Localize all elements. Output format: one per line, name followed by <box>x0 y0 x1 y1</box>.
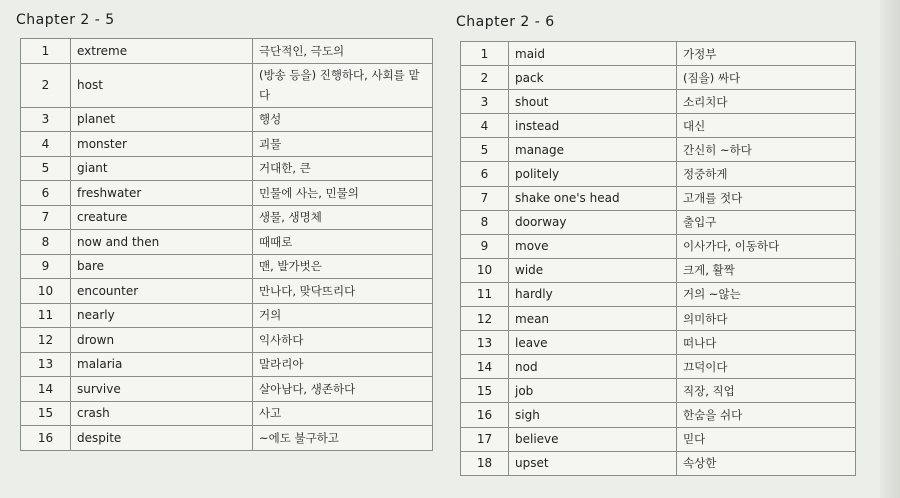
vocab-row <box>461 258 856 282</box>
entry-word: believe <box>509 427 677 451</box>
vocab-row <box>21 426 433 451</box>
vocab-row <box>461 282 856 306</box>
entry-meaning: 극단적인, 극도의 <box>253 39 433 64</box>
vocab-row <box>21 254 433 279</box>
entry-number: 2 <box>461 66 509 90</box>
entry-meaning: 만나다, 맞닥뜨리다 <box>253 279 433 304</box>
vocab-row <box>461 355 856 379</box>
entry-meaning: 가정부 <box>677 42 856 66</box>
entry-number: 1 <box>461 42 509 66</box>
vocab-row <box>461 331 856 355</box>
vocab-row <box>21 328 433 353</box>
entry-meaning: 사고 <box>253 401 433 426</box>
entry-meaning: 간신히 ~하다 <box>677 138 856 162</box>
entry-number: 1 <box>21 39 71 64</box>
entry-number: 16 <box>21 426 71 451</box>
entry-number: 6 <box>461 162 509 186</box>
entry-meaning: (방송 등을) 진행하다, 사회를 맡다 <box>253 63 433 107</box>
entry-meaning: 속상한 <box>677 451 856 475</box>
entry-word: nod <box>509 355 677 379</box>
entry-word: now and then <box>71 230 253 255</box>
vocab-row <box>21 303 433 328</box>
vocab-row <box>21 205 433 230</box>
entry-word: extreme <box>71 39 253 64</box>
vocab-row <box>21 107 433 132</box>
entry-number: 12 <box>461 307 509 331</box>
entry-number: 5 <box>21 156 71 181</box>
screen-edge <box>880 0 900 498</box>
entry-meaning: 정중하게 <box>677 162 856 186</box>
entry-word: creature <box>71 205 253 230</box>
entry-number: 12 <box>21 328 71 353</box>
entry-word: drown <box>71 328 253 353</box>
entry-number: 7 <box>21 205 71 230</box>
entry-number: 6 <box>21 181 71 206</box>
vocab-row <box>21 279 433 304</box>
entry-word: despite <box>71 426 253 451</box>
vocab-row <box>21 181 433 206</box>
entry-word: host <box>71 63 253 107</box>
vocab-row <box>21 230 433 255</box>
vocab-row <box>21 377 433 402</box>
entry-word: maid <box>509 42 677 66</box>
vocab-row <box>461 138 856 162</box>
entry-number: 11 <box>21 303 71 328</box>
entry-meaning: 대신 <box>677 114 856 138</box>
entry-number: 3 <box>21 107 71 132</box>
entry-meaning: 괴물 <box>253 132 433 157</box>
entry-word: move <box>509 234 677 258</box>
vocab-row <box>461 403 856 427</box>
vocab-row <box>461 186 856 210</box>
entry-meaning: 끄덕이다 <box>677 355 856 379</box>
entry-word: bare <box>71 254 253 279</box>
vocab-row <box>21 132 433 157</box>
entry-number: 10 <box>21 279 71 304</box>
entry-meaning: 크게, 활짝 <box>677 258 856 282</box>
entry-meaning: 소리치다 <box>677 90 856 114</box>
entry-number: 13 <box>21 352 71 377</box>
vocab-row <box>461 90 856 114</box>
entry-word: nearly <box>71 303 253 328</box>
vocab-row <box>461 114 856 138</box>
entry-number: 8 <box>461 210 509 234</box>
entry-number: 9 <box>461 234 509 258</box>
vocab-table-right <box>460 41 856 476</box>
vocab-table-body-right <box>461 42 856 476</box>
chapter-title-right: Chapter 2 - 6 <box>456 14 555 30</box>
entry-word: encounter <box>71 279 253 304</box>
vocab-row <box>21 156 433 181</box>
entry-number: 8 <box>21 230 71 255</box>
entry-word: wide <box>509 258 677 282</box>
entry-meaning: 익사하다 <box>253 328 433 353</box>
entry-word: planet <box>71 107 253 132</box>
entry-word: giant <box>71 156 253 181</box>
entry-number: 14 <box>21 377 71 402</box>
entry-number: 3 <box>461 90 509 114</box>
vocab-table-body-left <box>21 39 433 451</box>
vocab-row <box>461 307 856 331</box>
vocab-row <box>461 234 856 258</box>
vocab-row <box>21 39 433 64</box>
entry-word: crash <box>71 401 253 426</box>
entry-number: 9 <box>21 254 71 279</box>
vocab-row <box>461 427 856 451</box>
vocab-row <box>21 352 433 377</box>
entry-word: sigh <box>509 403 677 427</box>
entry-number: 16 <box>461 403 509 427</box>
entry-meaning: 이사가다, 이동하다 <box>677 234 856 258</box>
entry-number: 18 <box>461 451 509 475</box>
entry-number: 17 <box>461 427 509 451</box>
entry-word: monster <box>71 132 253 157</box>
chapter-title-left: Chapter 2 - 5 <box>16 12 115 28</box>
entry-word: shake one's head <box>509 186 677 210</box>
entry-number: 13 <box>461 331 509 355</box>
entry-number: 7 <box>461 186 509 210</box>
entry-meaning: 고개를 젓다 <box>677 186 856 210</box>
vocab-table-left <box>20 38 433 451</box>
entry-meaning: (짐을) 싸다 <box>677 66 856 90</box>
entry-meaning: 맨, 발가벗은 <box>253 254 433 279</box>
entry-word: instead <box>509 114 677 138</box>
entry-meaning: 믿다 <box>677 427 856 451</box>
entry-meaning: 생물, 생명체 <box>253 205 433 230</box>
entry-meaning: 출입구 <box>677 210 856 234</box>
entry-meaning: 한숨을 쉬다 <box>677 403 856 427</box>
entry-word: pack <box>509 66 677 90</box>
entry-number: 11 <box>461 282 509 306</box>
vocab-row <box>21 401 433 426</box>
vocab-row <box>21 63 433 107</box>
entry-meaning: 의미하다 <box>677 307 856 331</box>
entry-meaning: ~에도 불구하고 <box>253 426 433 451</box>
entry-number: 15 <box>461 379 509 403</box>
entry-meaning: 거의 ~않는 <box>677 282 856 306</box>
entry-word: hardly <box>509 282 677 306</box>
entry-meaning: 살아남다, 생존하다 <box>253 377 433 402</box>
entry-meaning: 직장, 직업 <box>677 379 856 403</box>
entry-word: doorway <box>509 210 677 234</box>
entry-number: 2 <box>21 63 71 107</box>
entry-number: 14 <box>461 355 509 379</box>
entry-word: leave <box>509 331 677 355</box>
entry-word: malaria <box>71 352 253 377</box>
entry-word: politely <box>509 162 677 186</box>
entry-word: mean <box>509 307 677 331</box>
entry-word: shout <box>509 90 677 114</box>
entry-meaning: 거대한, 큰 <box>253 156 433 181</box>
entry-number: 10 <box>461 258 509 282</box>
vocab-row <box>461 162 856 186</box>
entry-meaning: 떠나다 <box>677 331 856 355</box>
vocab-row <box>461 210 856 234</box>
vocab-row <box>461 42 856 66</box>
entry-word: job <box>509 379 677 403</box>
entry-number: 15 <box>21 401 71 426</box>
entry-number: 4 <box>461 114 509 138</box>
entry-number: 5 <box>461 138 509 162</box>
entry-meaning: 민물에 사는, 민물의 <box>253 181 433 206</box>
entry-meaning: 거의 <box>253 303 433 328</box>
entry-word: freshwater <box>71 181 253 206</box>
entry-word: manage <box>509 138 677 162</box>
vocab-row <box>461 379 856 403</box>
entry-word: upset <box>509 451 677 475</box>
entry-meaning: 행성 <box>253 107 433 132</box>
entry-meaning: 때때로 <box>253 230 433 255</box>
entry-meaning: 말라리아 <box>253 352 433 377</box>
vocab-row <box>461 66 856 90</box>
vocab-row <box>461 451 856 475</box>
entry-word: survive <box>71 377 253 402</box>
entry-number: 4 <box>21 132 71 157</box>
